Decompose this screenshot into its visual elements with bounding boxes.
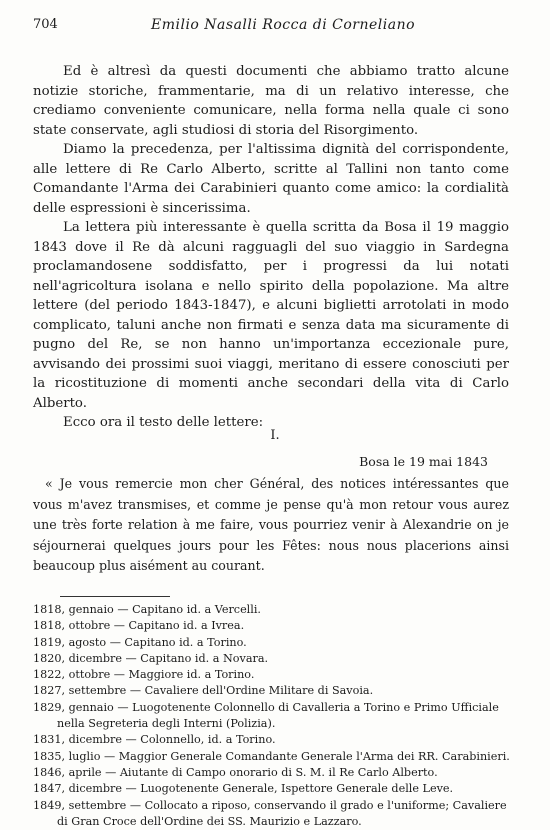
footnote-year: 1818, <box>33 603 66 616</box>
body-text <box>33 62 509 433</box>
footnote-item <box>33 618 511 634</box>
letter-date: Bosa le 19 mai 1843 <box>359 454 488 469</box>
footnote-item <box>33 602 511 618</box>
footnote-year: 1819, <box>33 635 66 649</box>
footnote-item <box>33 732 511 748</box>
letter-paragraph: « Je vous remercie mon cher Général, des notices intéressantes que vous m'avez transmises, et comme je pense qu'à mon retour vous aurez une très forte relation à me faire, vous pourriez venir à Alexandrie on je séjournerai quelques jours pour les Fêtes: nous nous placerions ainsi beaucoup plus aisément au courant. <box>33 476 509 573</box>
footnote-text: agosto — Capitano id. a Torino. <box>68 635 247 649</box>
paragraph: Ecco ora il testo delle lettere: <box>63 415 264 430</box>
footnote-text: dicembre — Luogotenente Generale, Ispettore Generale delle Leve. <box>68 782 454 796</box>
footnote-text: gennaio — Luogotenente Colonnello di Cavalleria a Torino e Primo Ufficiale nella Segreteria degli Interni (Polizia). <box>57 700 499 731</box>
footnote-item <box>33 749 511 765</box>
paragraph: La lettera più interessante è quella scritta da Bosa il 19 maggio 1843 dove il Re dà alcuni ragguagli del suo viaggio in Sardegna proclamandosene soddisfatto, per i progressi da lui notati nell'agricoltura isolana e nello spirito della popolazione. Ma altre lettere (del periodo 1843-1847), e alcuni biglietti arrotolati in modo complicato, taluni anche non firmati e senza data ma sicuramente di pugno del Re, se non hanno un'importanza eccezionale pure, avvisando dei prossimi suoi viaggi, meritano di essere conosciuti per la ricostituzione di momenti anche secondari della vita di Carlo Alberto. <box>33 220 509 411</box>
footnotes <box>33 602 511 830</box>
footnote-text: ottobre — Maggiore id. a Torino. <box>68 668 255 682</box>
footnote-text: aprile — Aiutante di Campo onorario di S. M. il Re Carlo Alberto. <box>68 765 438 779</box>
footnote-text: dicembre — Capitano id. a Novara. <box>68 651 269 665</box>
footnote-item <box>33 700 511 733</box>
footnote-year: 1835, <box>33 749 66 763</box>
footnote-item <box>33 651 511 667</box>
footnote-item <box>33 765 511 781</box>
footnote-text: luglio — Maggior Generale Comandante Generale l'Arma dei RR. Carabinieri. <box>68 749 510 763</box>
footnote-item <box>33 683 511 699</box>
page-number: 704 <box>33 17 58 32</box>
paragraph: Diamo la precedenza, per l'altissima dignità del corrispondente, alle lettere di Re Carlo Alberto, scritte al Tallini non tanto come Comandante l'Arma dei Carabinieri quanto come amico: la cordialità delle espressioni è sincerissima. <box>33 142 509 216</box>
paragraph: Ed è altresì da questi documenti che abbiamo tratto alcune notizie storiche, frammentarie, ma di un relativo interesse, che crediamo conveniente comunicare, nella forma nella quale ci sono state conservate, agli studiosi di storia del Risorgimento. <box>33 64 509 138</box>
footnote-item <box>33 667 511 683</box>
footnote-text: dicembre — Colonnello, id. a Torino. <box>68 733 276 747</box>
footnote-year: 1829, <box>33 700 66 714</box>
letter-text <box>33 474 509 577</box>
letter-number: I. <box>270 428 280 443</box>
footnote-year: 1846, <box>33 765 66 779</box>
footnote-text: ottobre — Capitano id. a Ivrea. <box>68 619 245 633</box>
footnote-year: 1822, <box>33 668 66 682</box>
page-header <box>33 17 522 37</box>
footnote-year: 1818, <box>33 619 66 633</box>
footnote-year: 1849, <box>33 798 66 812</box>
footnote-item <box>33 781 511 797</box>
footnote-year: 1820, <box>33 651 66 665</box>
footnote-year: 1847, <box>33 782 66 796</box>
footnote-item <box>33 798 511 830</box>
footnote-rule <box>60 596 170 597</box>
footnote-text: gennaio — Capitano id. a Vercelli. <box>68 603 261 616</box>
running-head: Emilio Nasalli Rocca di Corneliano <box>151 17 416 33</box>
footnote-item <box>33 635 511 651</box>
footnote-year: 1831, <box>33 733 66 747</box>
footnote-text: settembre — Collocato a riposo, conservando il grado e l'uniforme; Cavaliere di Gran Croce dell'Ordine dei SS. Maurizio e Lazzaro. <box>57 798 507 828</box>
footnote-year: 1827, <box>33 684 66 698</box>
footnote-text: settembre — Cavaliere dell'Ordine Militare di Savoia. <box>68 684 374 698</box>
